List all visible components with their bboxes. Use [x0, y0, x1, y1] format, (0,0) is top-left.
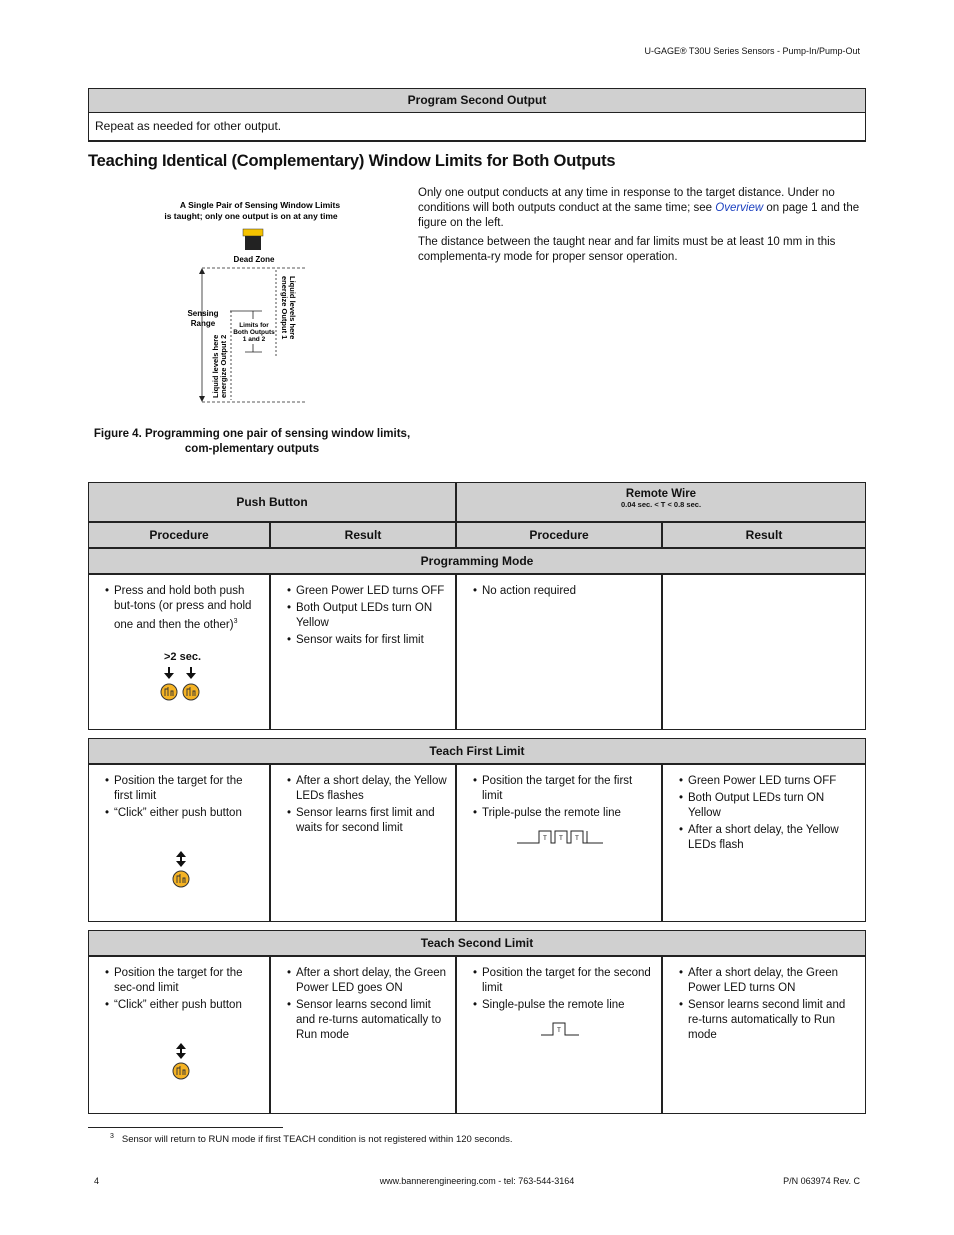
hold-time: >2 sec.	[164, 651, 202, 663]
rw-result-header: Result	[662, 522, 866, 548]
pb-procedure-header: Procedure	[88, 522, 270, 548]
ts-rw-result	[662, 956, 866, 1114]
triple-pulse-diagram	[517, 829, 603, 845]
teach-procedure-table	[88, 482, 866, 1114]
list-item: • Position the target for the second limit	[473, 966, 655, 996]
pm-pb-result	[270, 574, 456, 730]
pm-rw-procedure	[456, 574, 662, 730]
list-item: • Green Power LED turns OFF	[679, 774, 859, 789]
list-item: • After a short delay, the Green Power LED turns ON	[679, 966, 859, 996]
pulse-label: T	[557, 1028, 561, 1034]
list-item: • Single-pulse the remote line	[473, 998, 655, 1013]
push-button-icon	[173, 871, 189, 887]
single-pulse-diagram	[541, 1021, 579, 1037]
click-push-button-icon	[170, 1043, 192, 1081]
intro-paragraph-2: The distance between the taught near and far limits must be at least 10 mm in this complementa-ry mode for proper sensor operation.	[418, 236, 836, 263]
list-item: • Sensor learns second limit and re-turns automatically to Run mode	[287, 998, 449, 1043]
list-item: • “Click” either push button	[105, 998, 263, 1013]
figure-title-line1: A Single Pair of Sensing Window Limits	[179, 200, 341, 210]
footnote-divider	[88, 1127, 283, 1128]
list-item: • Position the target for the first limit	[105, 774, 263, 804]
list-item: • Both Output LEDs turn ON Yellow	[679, 791, 859, 821]
sensing-range-label-1: Sensing	[187, 309, 219, 318]
remote-timing: 0.04 sec. < T < 0.8 sec.	[620, 500, 702, 509]
list-item: • Both Output LEDs turn ON Yellow	[287, 601, 449, 631]
down-arrow-icon	[186, 667, 196, 679]
overview-link[interactable]: Overview	[715, 202, 764, 214]
output1-label-2: energize Output 1	[280, 276, 289, 340]
pm-rw-result	[662, 574, 866, 730]
pb-result-header: Result	[270, 522, 456, 548]
intro-paragraph-1: Only one output conducts at any time in response to the target distance. Under no conditions will both outputs conduct at the same time; see Overview on page 1 and the figure on the left.	[418, 187, 860, 229]
figure-sensing-window-diagram	[130, 196, 380, 411]
list-item: • Press and hold both push but-tons (or press and hold one and then the other)$^3$	[105, 584, 263, 633]
part-number: P/N 063974 Rev. C	[783, 1176, 860, 1186]
push-button-icon	[161, 684, 177, 700]
push-button-header: Push Button	[88, 482, 456, 522]
teach-first-limit-header: Teach First Limit	[88, 738, 866, 764]
pulse-label: T	[559, 836, 563, 842]
output2-label-2: energize Output 2	[219, 334, 228, 398]
two-push-buttons-icon	[159, 667, 203, 703]
limits-label-1: Limits for	[239, 322, 269, 329]
page-number: 4	[94, 1176, 100, 1186]
tf-pb-result	[270, 764, 456, 922]
list-item: • “Click” either push button	[105, 806, 263, 821]
up-down-arrow-icon	[176, 851, 186, 867]
limits-label-3: 1 and 2	[242, 336, 266, 343]
tf-rw-procedure	[456, 764, 662, 922]
programming-mode-header: Programming Mode	[88, 548, 866, 574]
program-second-output-table	[88, 88, 866, 142]
list-item: • No action required	[473, 584, 655, 599]
rw-procedure-header: Procedure	[456, 522, 662, 548]
program-second-output-row: Repeat as needed for other output.	[95, 119, 282, 133]
dead-zone-label: Dead Zone	[233, 255, 275, 264]
pulse-label: T	[575, 836, 579, 842]
intro-text	[418, 186, 863, 269]
push-button-icon	[183, 684, 199, 700]
list-item: • After a short delay, the Green Power LED goes ON	[287, 966, 449, 996]
footnote: $^3$ Sensor will return to RUN mode if first TEACH condition is not registered within 120 seconds.	[110, 1133, 513, 1146]
footer-contact: www.bannerengineering.com - tel: 763-544-3164	[379, 1176, 575, 1186]
page-header-title: U-GAGE® T30U Series Sensors - Pump-In/Pump-Out	[644, 46, 860, 56]
figure-caption: Figure 4. Programming one pair of sensing window limits, com-plementary outputs	[93, 428, 411, 455]
up-down-arrow-icon	[176, 1043, 186, 1059]
sensor-icon	[243, 229, 263, 250]
list-item: • Sensor waits for first limit	[287, 633, 449, 648]
program-second-output-header: Program Second Output	[89, 89, 865, 113]
list-item: • Position the target for the first limit	[473, 774, 655, 804]
ts-pb-result	[270, 956, 456, 1114]
list-item: • Triple-pulse the remote line	[473, 806, 655, 821]
sensing-range-label-2: Range	[190, 319, 216, 328]
list-item: • Sensor learns second limit and re-turns automatically to Run mode	[679, 998, 859, 1043]
list-item: • Sensor learns first limit and waits for second limit	[287, 806, 449, 836]
list-item: • After a short delay, the Yellow LEDs flashes	[287, 774, 449, 804]
ts-pb-procedure	[88, 956, 270, 1114]
output2-label-1: Liquid levels here	[211, 334, 220, 398]
section-title: Teaching Identical (Complementary) Window Limits for Both Outputs	[88, 152, 616, 170]
list-item: • After a short delay, the Yellow LEDs flash	[679, 823, 859, 853]
list-item: • Green Power LED turns OFF	[287, 584, 449, 599]
teach-second-limit-header: Teach Second Limit	[88, 930, 866, 956]
remote-wire-header: Remote Wire 0.04 sec. < T < 0.8 sec.	[456, 482, 866, 522]
list-item: • Position the target for the sec-ond limit	[105, 966, 263, 996]
pm-pb-procedure	[88, 574, 270, 730]
output1-label-1: Liquid levels here	[288, 276, 297, 340]
figure-title-line2: is taught; only one output is on at any time	[164, 211, 338, 221]
tf-pb-procedure	[88, 764, 270, 922]
pulse-label: T	[543, 836, 547, 842]
ts-rw-procedure	[456, 956, 662, 1114]
limits-label-2: Both Outputs	[233, 329, 275, 336]
push-button-icon	[173, 1063, 189, 1079]
down-arrow-icon	[164, 667, 174, 679]
tf-rw-result	[662, 764, 866, 922]
click-push-button-icon	[170, 851, 192, 889]
